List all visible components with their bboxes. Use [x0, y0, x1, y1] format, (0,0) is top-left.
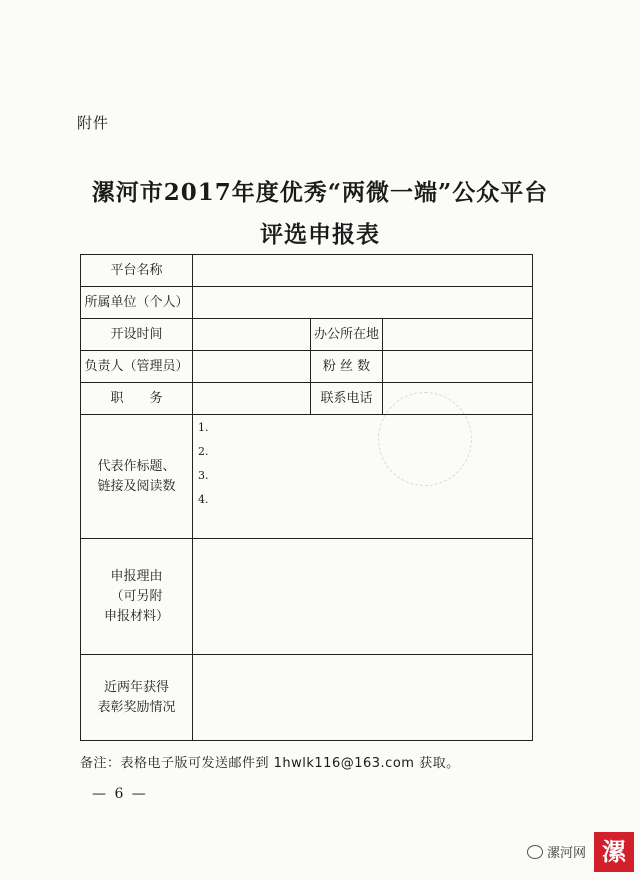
start-time-label: 开设时间	[81, 319, 193, 351]
works-label-line1: 代表作标题、	[97, 458, 176, 474]
works-item-4: 4.	[198, 493, 209, 506]
position-field[interactable]	[193, 383, 311, 415]
position-label: 职 务	[81, 383, 193, 415]
page-number: — 6 —	[92, 786, 148, 802]
followers-label: 粉 丝 数	[311, 351, 383, 383]
works-label	[81, 415, 193, 539]
works-field[interactable]	[193, 415, 533, 539]
works-item-2: 2.	[198, 445, 209, 458]
awards-field[interactable]	[193, 655, 533, 741]
works-item-3: 3.	[198, 469, 209, 482]
works-item-1: 1.	[198, 421, 209, 434]
form-title-line2: 评选申报表	[260, 221, 380, 248]
footnote: 备注：表格电子版可发送邮件到 1hwlk116@163.com 获取。	[80, 756, 460, 771]
application-form-table	[80, 254, 533, 741]
watermark-logo: 漯	[594, 832, 634, 872]
form-title-line1: 漯河市2017年度优秀“两微一端”公众平台	[91, 179, 549, 206]
row-platform-name	[81, 255, 533, 287]
organization-label: 所属单位（个人）	[81, 287, 193, 319]
awards-label-line1: 近两年获得	[103, 679, 169, 695]
organization-field[interactable]	[193, 287, 533, 319]
row-manager	[81, 351, 533, 383]
row-representative-works	[81, 415, 533, 539]
watermark-caption	[527, 842, 586, 861]
phone-field[interactable]	[383, 383, 533, 415]
row-awards	[81, 655, 533, 741]
start-time-field[interactable]	[193, 319, 311, 351]
phone-label: 联系电话	[311, 383, 383, 415]
manager-label: 负责人（管理员）	[81, 351, 193, 383]
watermark-text: 漯河网	[546, 846, 586, 861]
reason-label-line3: 申报材料）	[103, 608, 169, 624]
awards-label-line2: 表彰奖励情况	[97, 699, 176, 715]
office-location-field[interactable]	[383, 319, 533, 351]
reason-label	[81, 539, 193, 655]
row-position	[81, 383, 533, 415]
reason-label-line2: （可另附	[110, 588, 163, 604]
manager-field[interactable]	[193, 351, 311, 383]
works-label-line2: 链接及阅读数	[97, 478, 176, 494]
wechat-icon	[527, 845, 543, 859]
reason-label-line1: 申报理由	[110, 568, 163, 584]
followers-field[interactable]	[383, 351, 533, 383]
awards-label	[81, 655, 193, 741]
row-organization	[81, 287, 533, 319]
platform-name-label: 平台名称	[81, 255, 193, 287]
reason-field[interactable]	[193, 539, 533, 655]
office-location-label: 办公所在地	[311, 319, 383, 351]
attachment-label: 附件	[77, 114, 110, 132]
row-start-time	[81, 319, 533, 351]
platform-name-field[interactable]	[193, 255, 533, 287]
row-reason	[81, 539, 533, 655]
